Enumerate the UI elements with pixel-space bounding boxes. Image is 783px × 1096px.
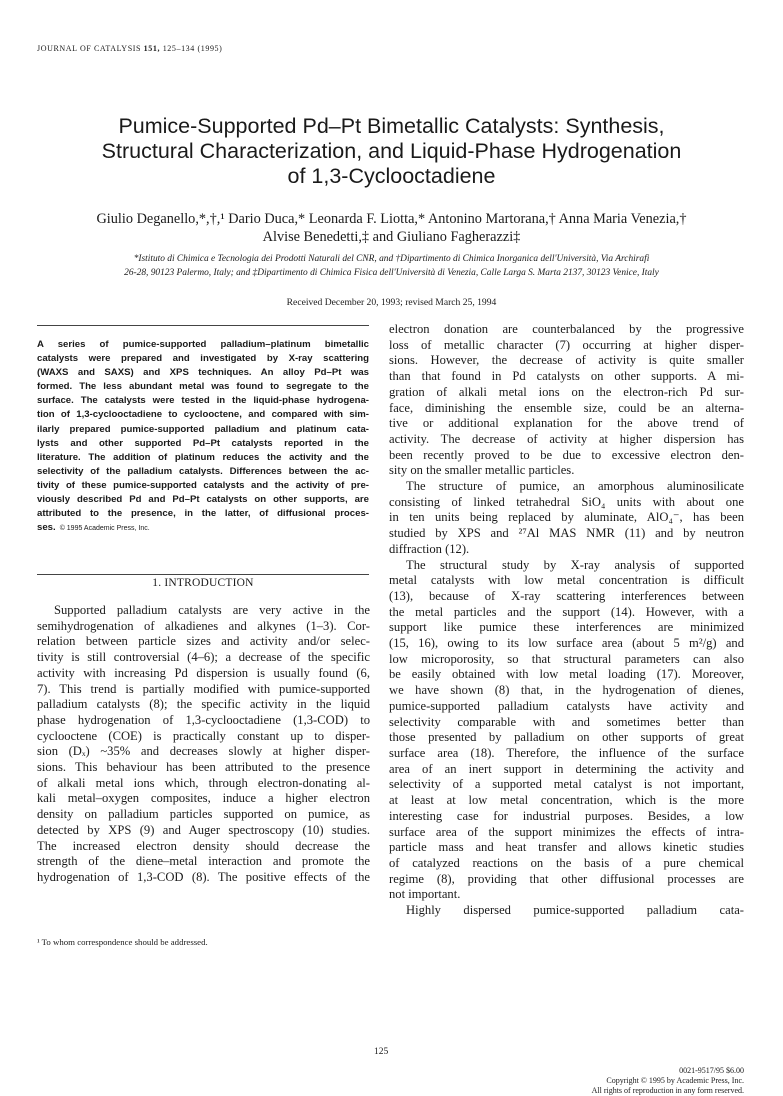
abstract-line: lysts and other supported Pd–Pt catalysts reported in the [37, 437, 369, 449]
paragraph-line: regime (8), providing that other diffusional processes are [389, 871, 744, 886]
left-column-text [37, 603, 370, 886]
right-column-text [389, 322, 744, 919]
abstract [37, 338, 369, 536]
copyright-block [592, 1066, 744, 1096]
paragraph-line: sity on the smaller metallic particles. [389, 463, 575, 478]
paragraph-line: cyclooctene (COE) is practically constant up to disper- [37, 728, 370, 743]
paragraph-line: 7). This trend is partially modified with pumice-supported [37, 681, 370, 696]
paragraph-line: surface area of the support minimizes the effects of intra- [389, 824, 744, 839]
affiliation-line: 26-28, 90123 Palermo, Italy; and ‡Dipartimento di Chimica Fisica dell'Università di Venezia, Calle Larga S. Marta 2137, 30123 Venice, Italy [124, 267, 659, 278]
paragraph-line: phase hydrogenation of 1,3-cyclooctadiene (1,3-COD) to [37, 712, 370, 727]
paragraph-line: The structure of pumice, an amorphous aluminosilicate [406, 479, 744, 494]
paragraph-line: gration of alkali metal ions on the electron-rich Pd sur- [389, 384, 744, 399]
abstract-last-word: ses. [37, 522, 56, 534]
title-line: Pumice-Supported Pd–Pt Bimetallic Catalysts: Synthesis, [118, 114, 665, 138]
paragraph-line: Supported palladium catalysts are very active in the [54, 603, 370, 617]
paragraph-line: (13), because of X-ray scattering interferences between [389, 588, 744, 603]
abstract-line: selectivity of the palladium catalysts. Differences between the ac- [37, 465, 369, 477]
abstract-copyright: © 1995 Academic Press, Inc. [59, 525, 150, 533]
abstract-bottom-rule [37, 574, 369, 575]
paragraph-line: electron donation are counterbalanced by the progressive [389, 322, 744, 336]
paragraph-line: sion (Dₓ) ~35% and decreases slowly at higher disper- [37, 744, 370, 759]
paragraph-line: The structural study by X-ray analysis of supported [406, 557, 744, 572]
copyright-line: 0021-9517/95 $6.00 [679, 1066, 744, 1075]
abstract-line: literature. The addition of platinum reduces the activity and the [37, 451, 369, 463]
paragraph-line: at least at low metal concentration, which is the more [389, 793, 744, 808]
paragraph-line: The increased electron density should decrease the [37, 838, 370, 853]
paragraph-line: been recently proved to be due to excessive electron den- [389, 447, 744, 462]
paragraph-line: area of an inert support in determining the activity and [389, 761, 744, 776]
journal-header [37, 44, 222, 53]
paragraph-line: selectivity comparable with and sometimes better than [389, 714, 744, 729]
paragraph-line: sions. This behaviour has been attributed to the presence [37, 760, 370, 775]
paragraph-line: the metal particles and the support (14). However, with a [389, 604, 744, 619]
page-number: 125 [374, 1047, 389, 1057]
title-line: Structural Characterization, and Liquid-Phase Hydrogenation [101, 139, 682, 163]
paragraph-line: surface area (18). Therefore, the influence of the surface [389, 745, 744, 760]
paragraph-line: metal catalysts with low metal concentration is difficult [389, 573, 744, 588]
paragraph-line: sions. However, the decrease of activity is quite smaller [389, 353, 744, 368]
section-heading: 1. INTRODUCTION [152, 577, 254, 589]
footnote: ¹ To whom correspondence should be addressed. [37, 937, 208, 947]
abstract-line: attributed to the presence, in the latter, of diffusional proces- [37, 508, 369, 520]
paragraph-line: kali metal–oxygen composites, induce a higher electron [37, 791, 370, 806]
paragraph-line: of alkali metal ions which, through electron-donating al- [37, 775, 370, 790]
paragraph-line: we have shown (8) that, in the hydrogenation of dienes, [389, 683, 744, 698]
paragraph-line: particle mass and heat transfer and allows kinetic studies [389, 840, 744, 855]
abstract-line: (WAXS and SAXS) and XPS techniques. An alloy Pd–Pt was [37, 367, 369, 379]
paragraph-line: activity. The decrease of activity at higher dispersion has [389, 431, 744, 446]
paragraph-line: density on palladium particles supported on pumice, as [37, 807, 370, 822]
copyright-line: Copyright © 1995 by Academic Press, Inc. [606, 1076, 744, 1085]
paragraph-line: (15, 16), owing to its low surface area (about 5 m²/g) and [389, 636, 744, 651]
abstract-line: ilarly prepared pumice-supported palladium and platinum cata- [37, 423, 369, 435]
abstract-line: A series of pumice-supported palladium–platinum bimetallic [37, 339, 369, 350]
paragraph-line: pumice-supported palladium catalysts have activity and [389, 698, 744, 713]
paragraph-line: hydrogenation of 1,3-COD (8). The positive effects of the [37, 869, 370, 884]
abstract-top-rule [37, 325, 369, 326]
paragraph-line: tivity is still controversial (4–6); a decrease of the specific [37, 650, 370, 665]
abstract-line: viously described Pd and Pd–Pt catalysts on other supports, are [37, 494, 369, 506]
author-line: Alvise Benedetti,‡ and Giuliano Fagherazzi‡ [262, 229, 521, 245]
paragraph-line: of catalyzed reactions on the basis of a pure chemical [389, 855, 744, 870]
paragraph-line: than that found in Pd catalysts on other supports. A mi- [389, 369, 744, 384]
paragraph-line: Highly dispersed pumice-supported palladium cata- [406, 903, 744, 918]
paragraph-line: semihydrogenation of alkadienes and alkynes (1–3). Cor- [37, 618, 370, 633]
paragraph-line: those presented by palladium on other supports of great [389, 730, 744, 745]
paragraph-line: strength of the diene–metal interaction and promote the [37, 854, 370, 869]
paragraph-line: relation between particle sizes and activity and/or selec- [37, 634, 370, 649]
paper-title [40, 114, 743, 189]
title-line: of 1,3-Cyclooctadiene [287, 164, 496, 188]
paragraph-line: low microporosity, so that structural parameters can also [389, 651, 744, 666]
paragraph-line: detected by XPS (9) and Auger spectroscopy (10) studies. [37, 822, 370, 837]
paragraph-line: activity with increasing Pd dispersion is usually found (6, [37, 665, 370, 680]
paragraph-line: consisting of linked tetrahedral SiO₄ units with about one [389, 494, 744, 509]
paragraph-line: selectivity of a supported metal catalyst is not important, [389, 777, 744, 792]
paragraph-line: diffraction (12). [389, 541, 470, 556]
paragraph-line: in ten units being replaced by aluminate, AlO₄⁻, has been [389, 510, 744, 525]
journal-name: JOURNAL OF CATALYSIS [37, 44, 142, 53]
abstract-line: surface. The catalysts were tested in the liquid-phase hydrogena- [37, 395, 369, 407]
journal-pages: 125–134 (1995) [162, 44, 223, 53]
received-dates: Received December 20, 1993; revised March 25, 1994 [286, 297, 497, 308]
paragraph-line: support like pumice these interferences are minimized [389, 620, 744, 635]
author-list [30, 210, 753, 246]
paragraph-line: studied by XPS and ²⁷Al MAS NMR (11) and by neutron [389, 526, 744, 541]
paragraph-line: be easily obtained with low metal loading (17). Moreover, [389, 667, 744, 682]
paragraph-line: loss of metallic character (7) occurring at higher disper- [389, 337, 744, 352]
affiliations [30, 253, 753, 280]
journal-volume: 151, [143, 44, 161, 53]
author-line: Giulio Deganello,*,†,¹ Dario Duca,* Leonarda F. Liotta,* Antonino Martorana,† Anna Maria Venezia,† [96, 211, 687, 227]
paragraph-line: tive or additional explanation for the above trend of [389, 416, 744, 431]
abstract-line: catalysts were prepared and investigated by X-ray scattering [37, 353, 369, 365]
abstract-line: formed. The less abundant metal was found to segregate to the [37, 381, 369, 393]
affiliation-line: *Istituto di Chimica e Tecnologia dei Prodotti Naturali del CNR, and †Dipartimento di Chimica Inorganica dell'Università, Via Archirafi [133, 254, 650, 264]
copyright-line: All rights of reproduction in any form reserved. [591, 1086, 744, 1095]
abstract-line [37, 521, 369, 536]
abstract-line: tion of 1,3-cyclooctadiene to cyclooctene, and compared with sim- [37, 409, 369, 421]
paragraph-line: interesting case for industrial purposes. Besides, a low [389, 808, 744, 823]
paragraph-line: not important. [389, 887, 461, 902]
paragraph-line: face, diminishing the ensemble size, could be an alterna- [389, 400, 744, 415]
abstract-line: tivity of these pumice-supported catalysts and the activity of pre- [37, 479, 369, 491]
paragraph-line: palladium catalysts (8); the specific activity in the liquid [37, 697, 370, 712]
